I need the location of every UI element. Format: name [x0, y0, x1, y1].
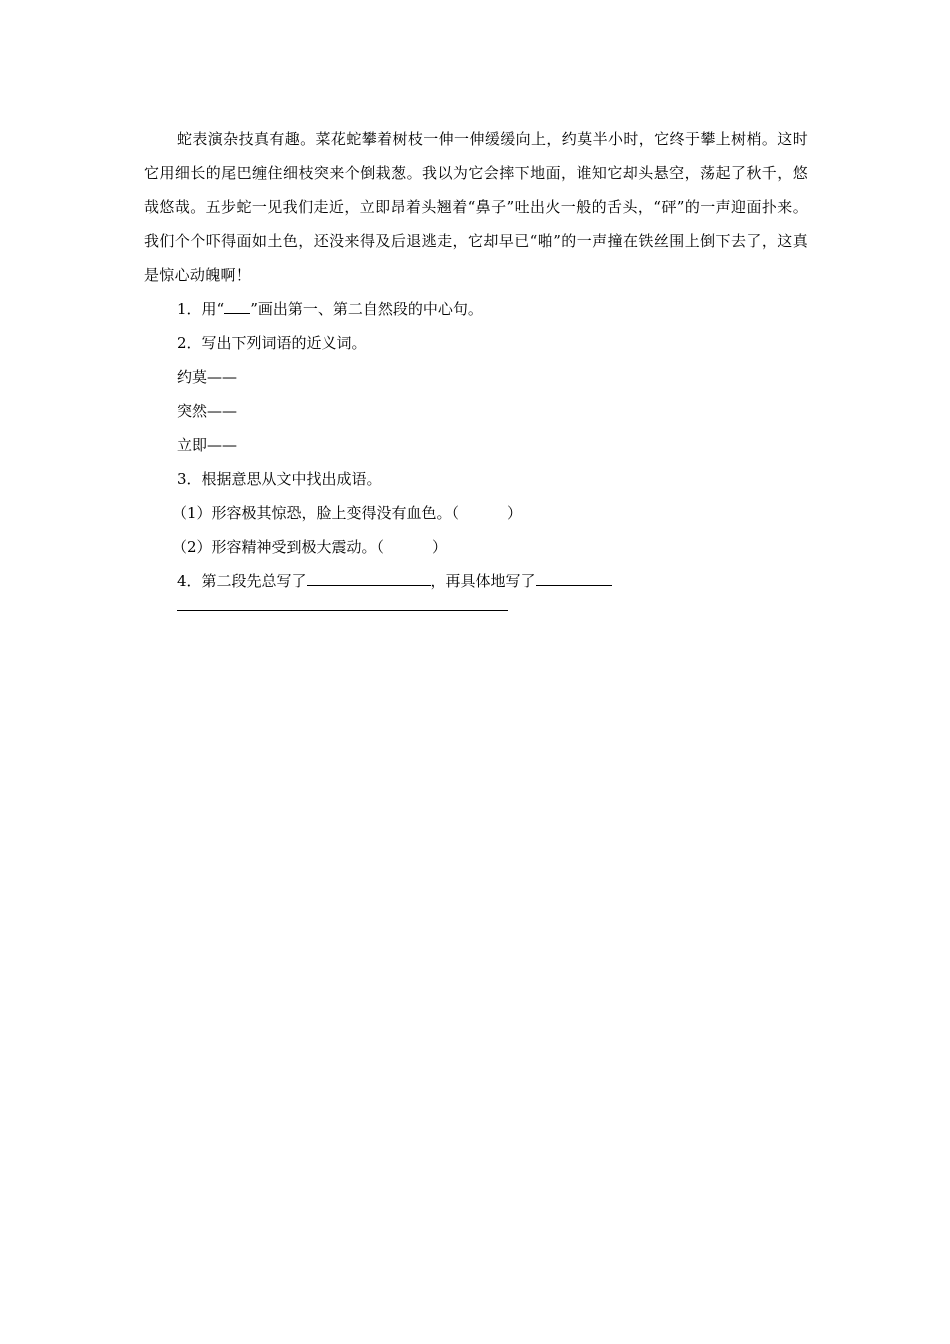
question-2-word-3: 立即——	[177, 436, 238, 454]
question-2-word-2: 突然——	[177, 402, 238, 420]
worksheet-content	[144, 122, 808, 611]
question-3-item-2-close: ）	[432, 538, 448, 556]
question-3-prompt: 3．根据意思从文中找出成语。	[177, 470, 382, 488]
question-3-item-1	[144, 496, 808, 530]
passage-paragraph: 蛇表演杂技真有趣。菜花蛇攀着树枝一伸一伸缓缓向上，约莫半小时，它终于攀上树梢。这时它用细长的尾巴缠住细枝突来个倒栽葱。我以为它会摔下地面，谁知它却头悬空，荡起了秋千，悠哉悠哉。五步蛇一见我们走近，立即昂着头翘着“鼻子”吐出火一般的舌头，“砰”的一声迎面扑来。我们个个吓得面如土色，还没来得及后退逃走，它却早已“啪”的一声撞在铁丝围上倒下去了，这真是惊心动魄啊！	[144, 130, 808, 284]
answer-blank-1	[307, 571, 431, 586]
underline-sample	[224, 299, 250, 314]
question-1-after: ”画出第一、第二自然段的中心句。	[250, 300, 483, 318]
question-1	[144, 292, 808, 326]
question-4	[144, 564, 808, 598]
question-3-item-2	[144, 530, 808, 564]
question-2-prompt: 2．写出下列词语的近义词。	[177, 334, 367, 352]
question-3-item-2-text: （2）形容精神受到极大震动。（	[172, 538, 385, 556]
question-2-word-1: 约莫——	[177, 368, 238, 386]
answer-blank-2	[536, 571, 612, 586]
answer-blank-line	[177, 610, 508, 611]
question-1-before: 1．用“	[177, 300, 225, 318]
question-3-item-1-close: ）	[507, 504, 523, 522]
question-4-middle: ，再具体地写了	[430, 572, 536, 590]
question-4-before: 4．第二段先总写了	[177, 572, 307, 590]
question-3-item-1-text: （1）形容极其惊恐，脸上变得没有血色。（	[172, 504, 460, 522]
